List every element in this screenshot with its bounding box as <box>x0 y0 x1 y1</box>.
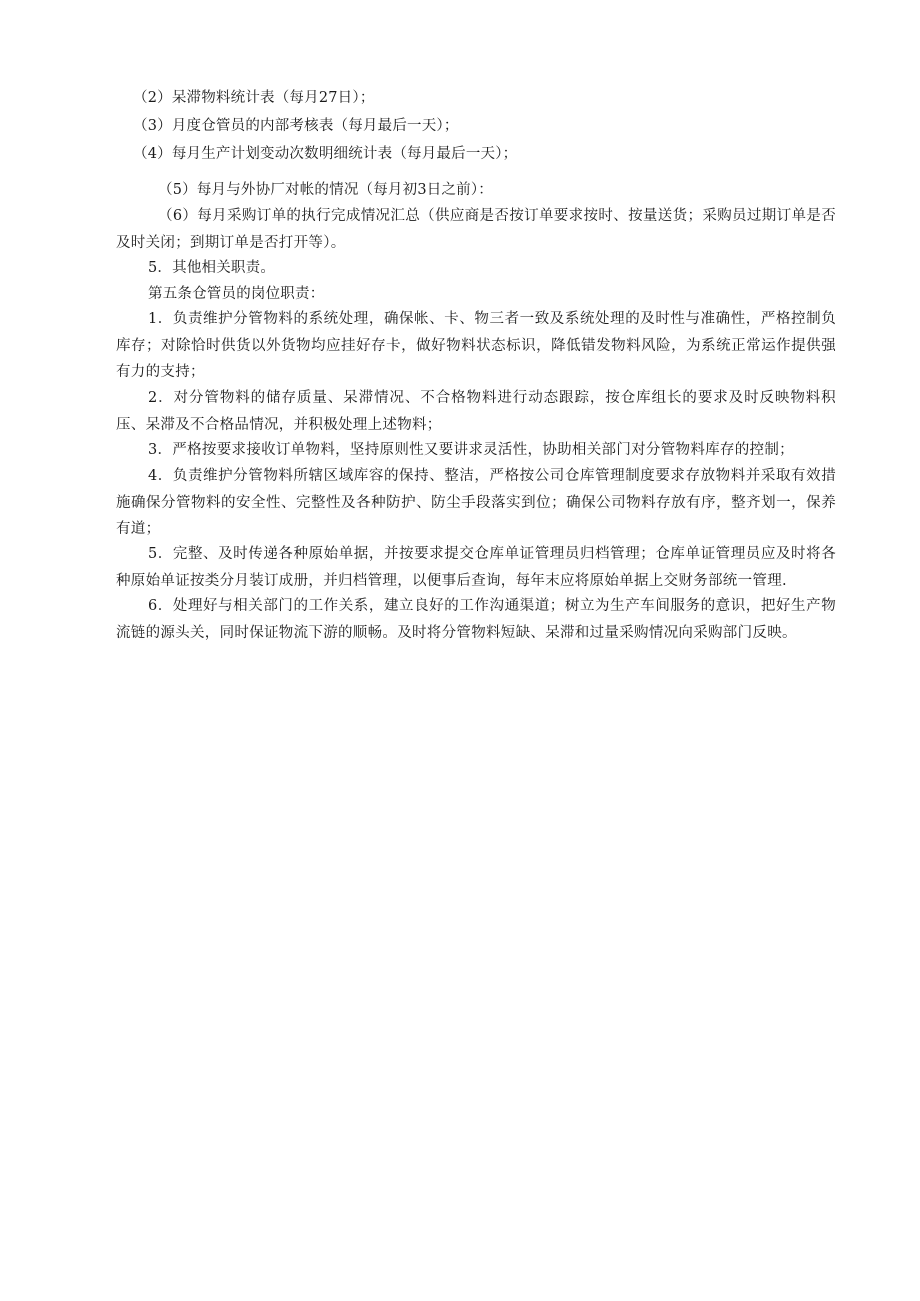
duty-item-5-other: 5．其他相关职责。 <box>148 260 276 276</box>
list-item-report-6: （6）每月采购订单的执行完成情况汇总（供应商是否按订单要求按时、按量送货；采购员过期订单是否及时关闭；到期订单是否打开等）。 <box>116 208 836 251</box>
list-item-report-5: （5）每月与外协厂对帐的情况（每月初3日之前）： <box>158 182 493 198</box>
list-item-report-3: （3）月度仓管员的内部考核表（每月最后一天）； <box>133 118 459 134</box>
duty-item-1: 1．负责维护分管物料的系统处理，确保帐、卡、物三者一致及系统处理的及时性与准确性，严格控制负库存；对除恰时供货以外货物均应挂好存卡，做好物料状态标识，降低错发物料风险，为系统正常运作提供强有力的支持； <box>116 311 836 380</box>
duty-item-4: 4．负责维护分管物料所辖区域库容的保持、整洁，严格按公司仓库管理制度要求存放物料并采取有效措施确保分管物料的安全性、完整性及各种防护、防尘手段落实到位；确保公司物料存放有序，整齐划一，保养有道； <box>116 468 836 537</box>
list-item-report-2: （2）呆滞物料统计表（每月27日）； <box>133 90 375 106</box>
duty-item-5-documents: 5．完整、及时传递各种原始单据，并按要求提交仓库单证管理员归档管理；仓库单证管理员应及时将各种原始单证按类分月装订成册，并归档管理，以便事后查询，每年末应将原始单据上交财务部统一管理. <box>116 546 836 589</box>
duty-item-2: 2．对分管物料的储存质量、呆滞情况、不合格物料进行动态跟踪，按仓库组长的要求及时反映物料积压、呆滞及不合格品情况，并积极处理上述物料； <box>116 390 836 433</box>
section-heading-article-5: 第五条仓管员的岗位职责： <box>148 286 325 302</box>
list-item-report-4: （4）每月生产计划变动次数明细统计表（每月最后一天）； <box>133 146 518 162</box>
duty-item-6: 6．处理好与相关部门的工作关系，建立良好的工作沟通渠道；树立为生产车间服务的意识，把好生产物流链的源头关，同时保证物流下游的顺畅。及时将分管物料短缺、呆滞和过量采购情况向采购部门反映。 <box>116 598 836 641</box>
duty-item-3: 3．严格按要求接收订单物料，坚持原则性又要讲求灵活性，协助相关部门对分管物料库存的控制； <box>148 442 794 458</box>
